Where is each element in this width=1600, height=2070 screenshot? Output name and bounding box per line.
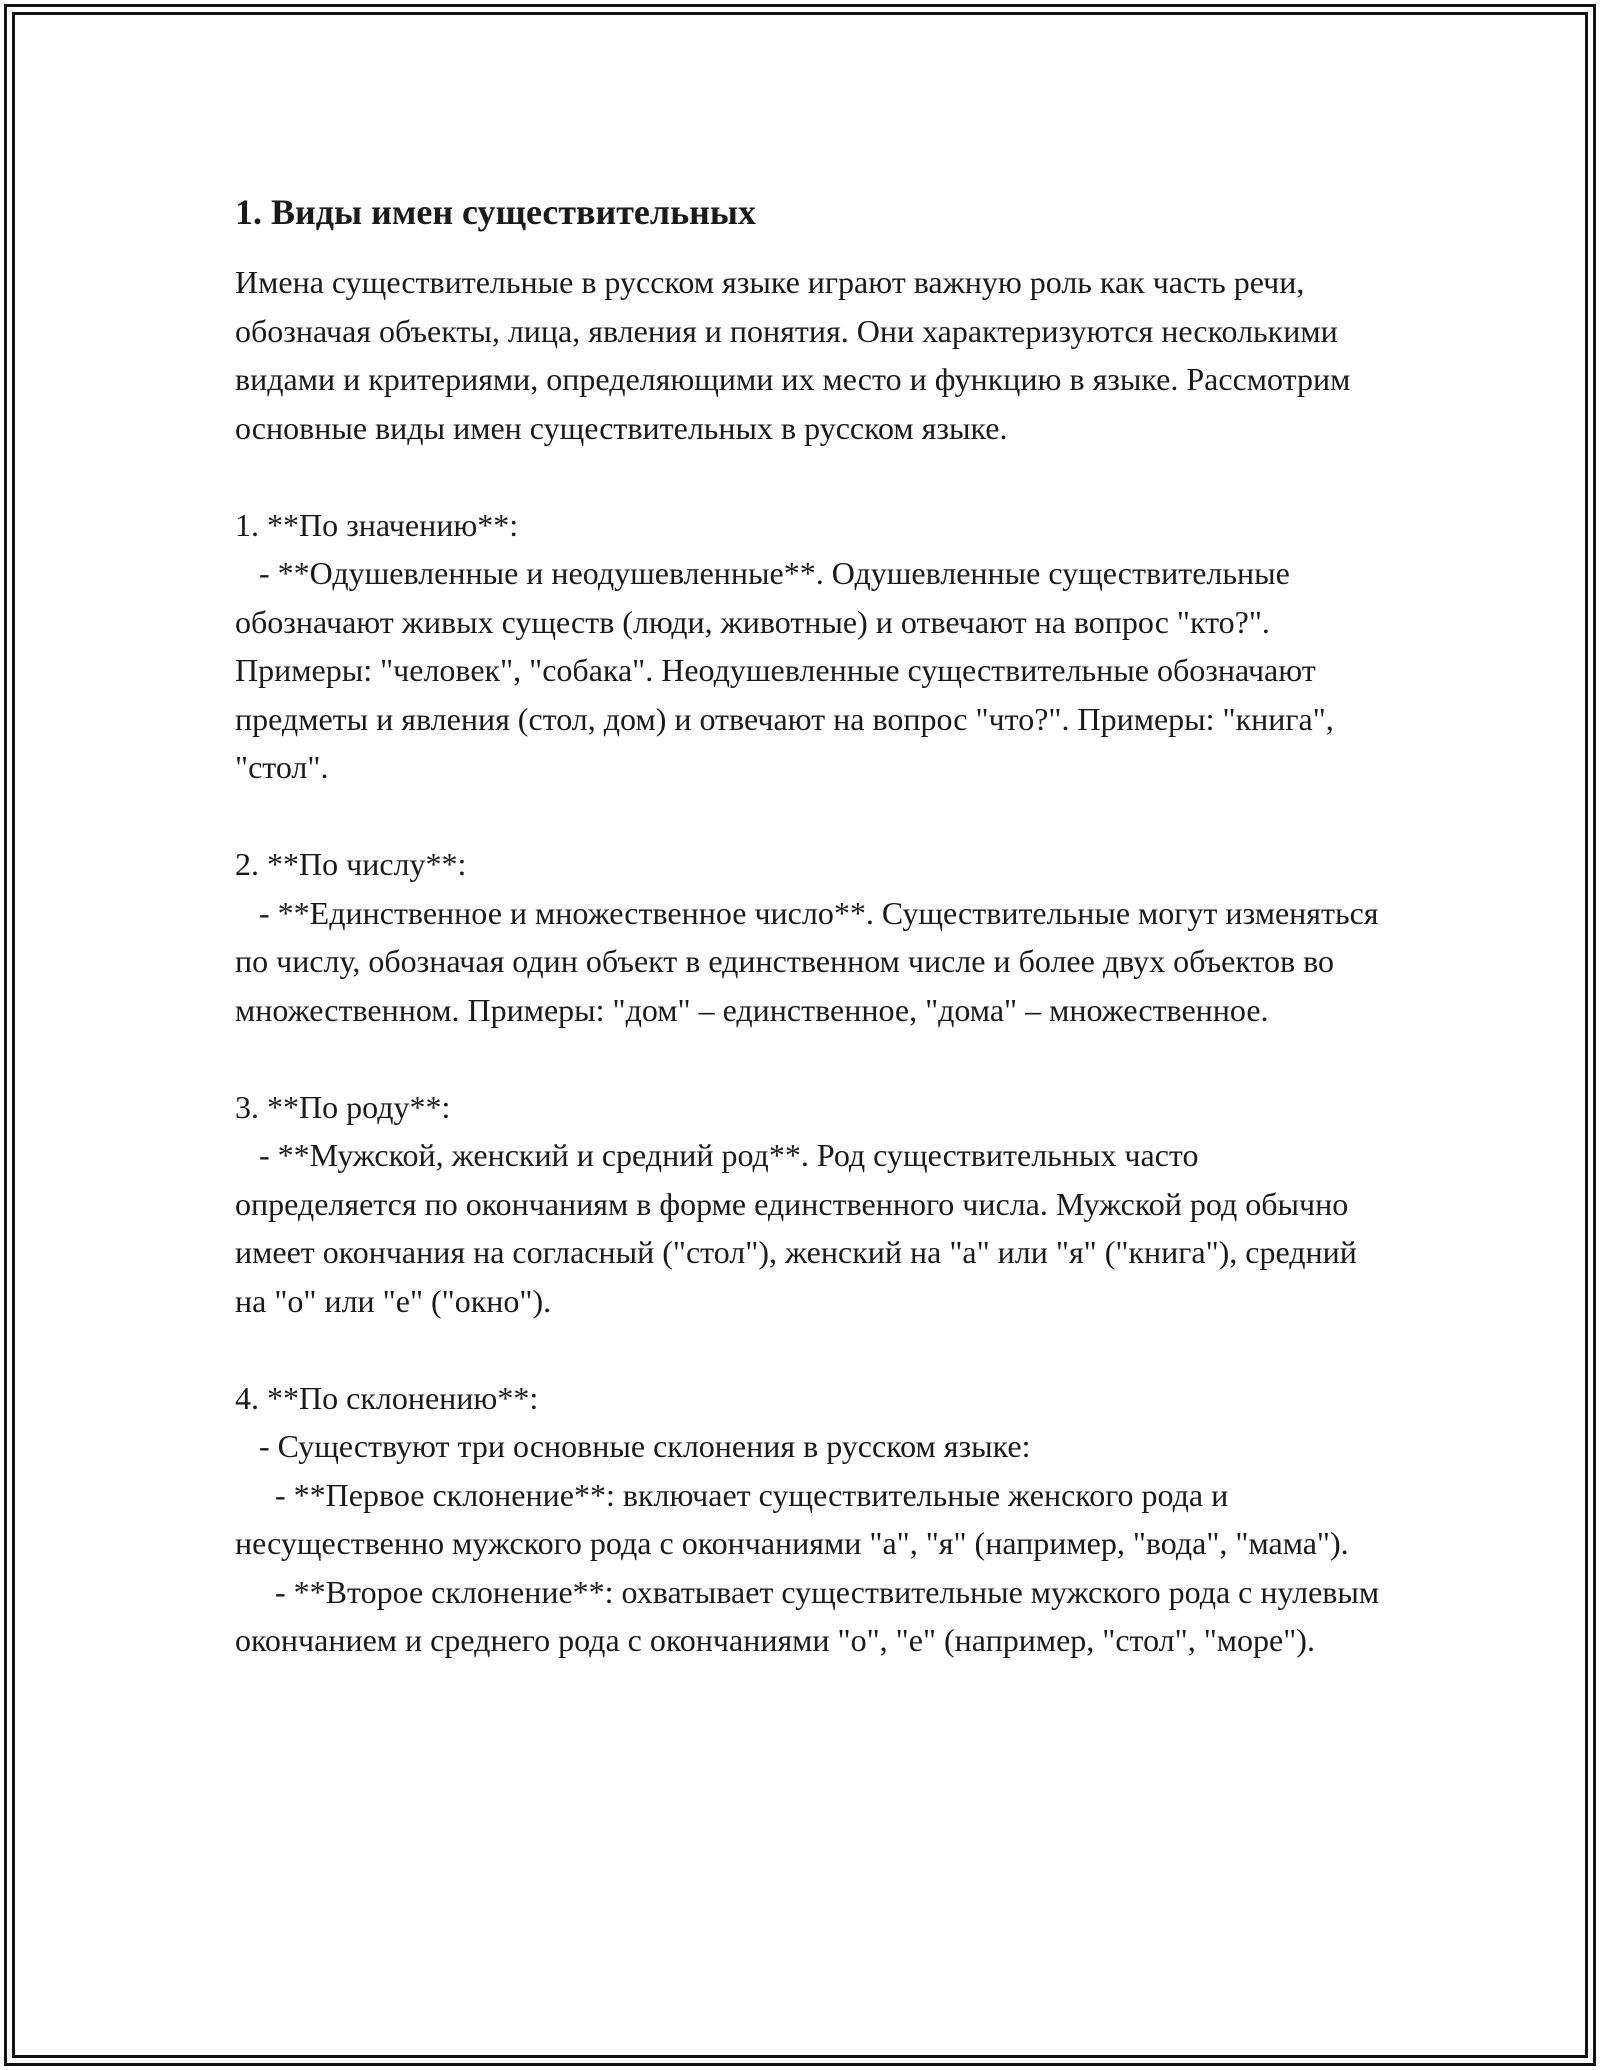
section-title-number: 2. **По числу**: (235, 846, 467, 882)
section-gender (235, 1083, 1385, 1326)
document-body (235, 180, 1388, 1665)
section-heading: 1. Виды имен существительных (235, 192, 756, 232)
section-number (235, 840, 1385, 1034)
section-meaning (235, 501, 1385, 792)
section-title-gender: 3. **По роду**: (235, 1088, 451, 1125)
section-body-gender: - **Мужской, женский и средний род**. Род существительных часто определяется по окончаниям в форме единственного числа. Мужской род обычно имеет окончания на согласный ("стол"), женский на "а" или "я" ("книга"), средний на "о" или "е" ("окно"). (235, 1137, 1365, 1319)
section-body-number: - **Единственное и множественное число**. Существительные могут изменяться по числу, обозначая один объект в единственном числе и более двух объектов во множественном. Примеры: "дом" – единственное, "дома" – множественное. (235, 894, 1387, 1028)
declension-second: - **Второе склонение**: охватывает существительные мужского рода с нулевым окончанием и среднего рода с окончаниями "о", "е" (например, "стол", "море"). (235, 1573, 1388, 1658)
intro-paragraph: Имена существительные в русском языке играют важную роль как часть речи, обозначая объекты, лица, явления и понятия. Они характеризуются несколькими видами и критериями, определяющими их место и функцию в языке. Рассмотрим основные виды имен существительных в русском языке. (235, 264, 1359, 446)
section-declension (235, 1374, 1388, 1665)
declension-first: - **Первое склонение**: включает существительные женского рода и несущественно мужского рода с окончаниями "а", "я" (например, "вода", "мама"). (235, 1476, 1349, 1561)
section-body-declension: - Существуют три основные склонения в русском языке: (235, 1428, 1031, 1464)
section-body-meaning: - **Одушевленные и неодушевленные**. Одушевленные существительные обозначают живых существ (люди, животные) и отвечают на вопрос "кто?". Примеры: "человек", "собака". Неодушевленные существительные обозначают предметы и явления (стол, дом) и отвечают на вопрос "что?". Примеры: "книга", "стол". (235, 555, 1342, 785)
section-title-declension: 4. **По склонению**: (235, 1379, 539, 1416)
section-title-meaning: 1. **По значению**: (235, 506, 519, 543)
